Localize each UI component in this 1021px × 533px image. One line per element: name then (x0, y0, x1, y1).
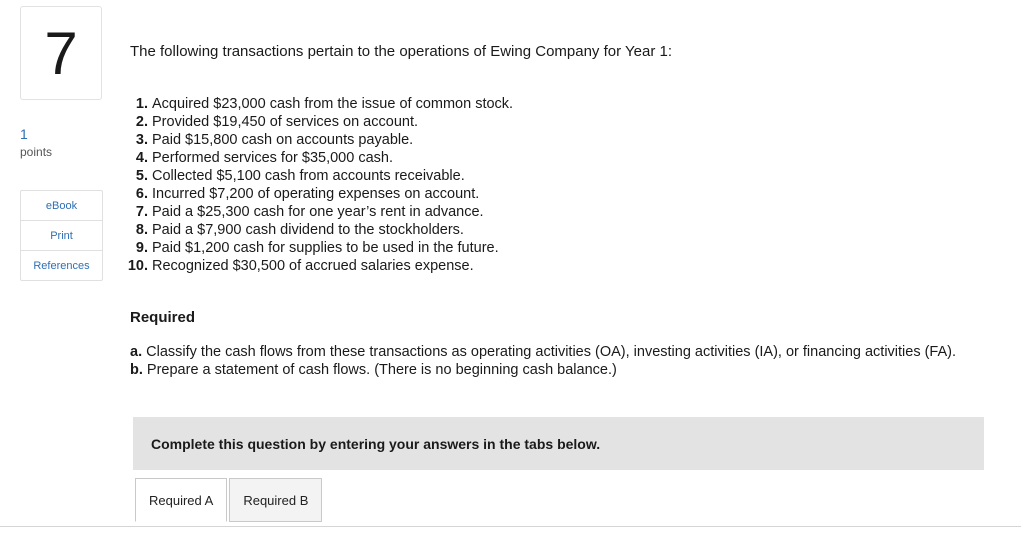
print-link[interactable]: Print (21, 221, 102, 251)
references-link[interactable]: References (33, 259, 90, 272)
instruction-text: Complete this question by entering your answers in the tabs below. (151, 435, 601, 452)
required-heading: Required (130, 309, 196, 326)
resources-panel (20, 190, 103, 281)
divider (0, 526, 1021, 527)
instruction-banner (133, 417, 984, 470)
transactions-list (126, 95, 513, 275)
requirement-a: a. Classify the cash flows from these transactions as operating activities (OA), investing activities (IA), or financing activities (FA). (130, 344, 957, 360)
transaction-item: 4. Performed services for $35,000 cash. (135, 150, 393, 166)
transaction-item: 3. Paid $15,800 cash on accounts payable. (135, 132, 414, 148)
points-value: 1 (20, 126, 28, 142)
question-number: 7 (44, 19, 78, 87)
transaction-item: 2. Provided $19,450 of services on account. (135, 114, 418, 130)
points-label: points (20, 145, 53, 159)
tab-required-b[interactable]: Required B (229, 478, 322, 522)
transaction-item: 9. Paid $1,200 cash for supplies to be used in the future. (135, 240, 499, 256)
transaction-item: 1. Acquired $23,000 cash from the issue of common stock. (135, 96, 514, 112)
requirement-b: b. Prepare a statement of cash flows. (There is no beginning cash balance.) (130, 362, 617, 378)
transaction-item: 6. Incurred $7,200 of operating expenses on account. (135, 186, 480, 202)
points-info (20, 125, 52, 161)
question-number-box (20, 6, 102, 100)
transaction-item: 10. Recognized $30,500 of accrued salaries expense. (127, 258, 474, 274)
ebook-link[interactable]: eBook (21, 191, 102, 221)
requirements (130, 343, 956, 379)
intro-text: The following transactions pertain to the operations of Ewing Company for Year 1: (130, 43, 672, 60)
transaction-item: 7. Paid a $25,300 cash for one year’s rent in advance. (135, 204, 484, 220)
tab-required-a[interactable]: Required A (135, 478, 227, 522)
transaction-item: 8. Paid a $7,900 cash dividend to the stockholders. (135, 222, 464, 238)
transaction-item: 5. Collected $5,100 cash from accounts receivable. (135, 168, 465, 184)
answer-tabs (135, 478, 324, 522)
